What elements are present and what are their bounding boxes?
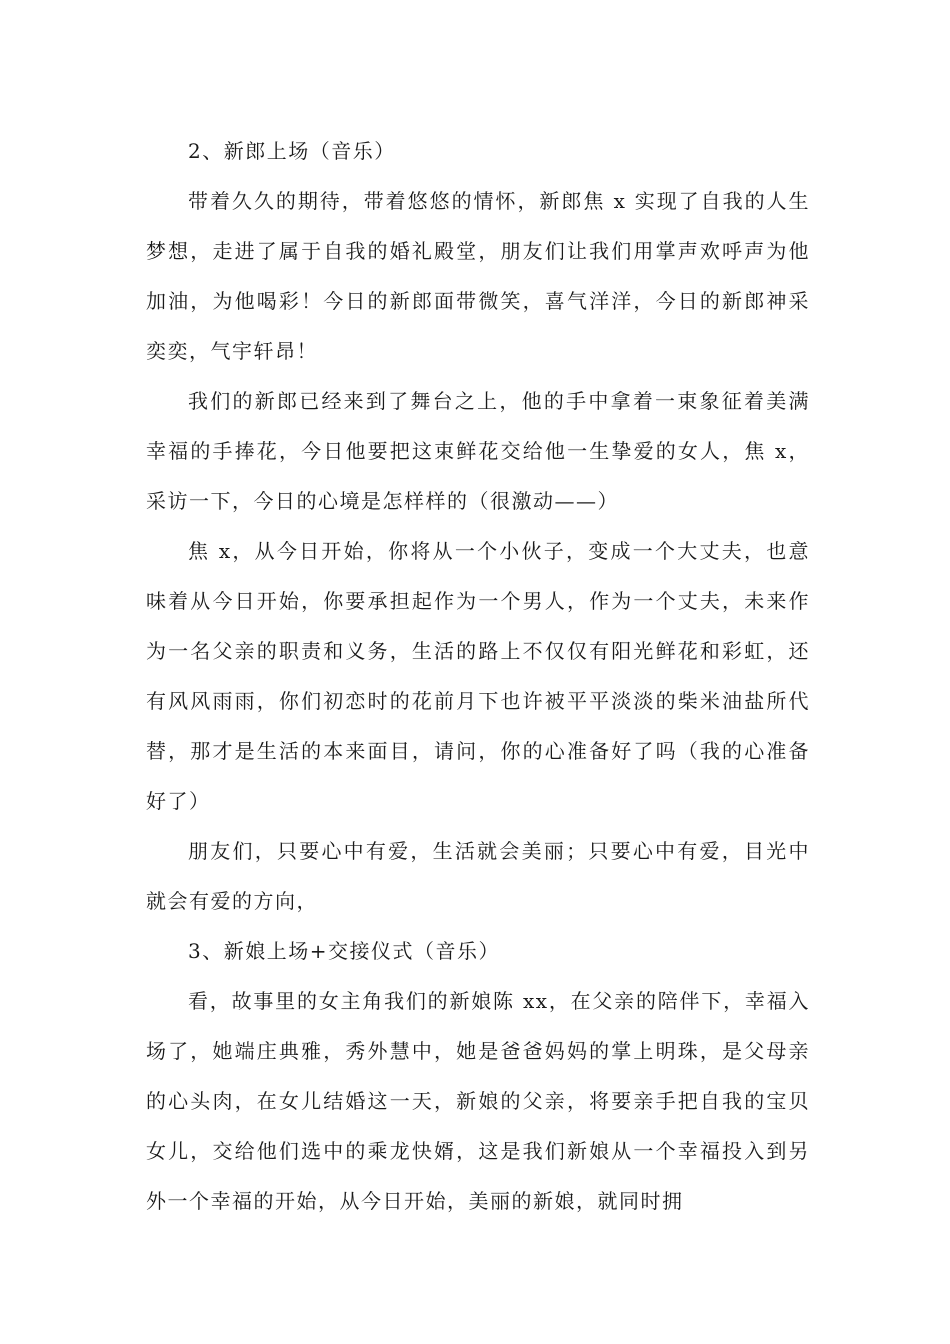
paragraph-bride-intro: 看，故事里的女主角我们的新娘陈 xx，在父亲的陪伴下，幸福入场了，她端庄典雅，秀外慧中，她是爸爸妈妈的掌上明珠，是父母亲的心头肉，在女儿结婚这一天，新娘的父亲，将要亲手把自我的宝贝女儿，交给他们选中的乘龙快婿，这是我们新娘从一个幸福投入到另外一个幸福的开始，从今日开始，美丽的新娘，就同时拥 — [146, 989, 810, 1213]
paragraph-groom-vow-question: 焦 x，从今日开始，你将从一个小伙子，变成一个大丈夫，也意味着从今日开始，你要承担起作为一个男人，作为一个丈夫，未来作为一名父亲的职责和义务，生活的路上不仅仅有阳光鲜花和彩虹，还有风风雨雨，你们初恋时的花前月下也许被平平淡淡的柴米油盐所代替，那才是生活的本来面目，请问，你的心准备好了吗（我的心准备好了） — [146, 539, 810, 813]
paragraph-groom-bouquet: 我们的新郎已经来到了舞台之上，他的手中拿着一束象征着美满幸福的手捧花，今日他要把这束鲜花交给他一生挚爱的女人，焦 x，采访一下，今日的心境是怎样样的（很激动——） — [146, 389, 810, 513]
paragraph-friends-love: 朋友们，只要心中有爱，生活就会美丽；只要心中有爱，目光中就会有爱的方向， — [146, 839, 810, 913]
document-body — [146, 126, 810, 1226]
section-heading-bride-entrance: 3、新娘上场+交接仪式（音乐） — [188, 939, 500, 963]
paragraph-groom-intro: 带着久久的期待，带着悠悠的情怀，新郎焦 x 实现了自我的人生梦想，走进了属于自我的婚礼殿堂，朋友们让我们用掌声欢呼声为他加油，为他喝彩！今日的新郎面带微笑，喜气洋洋，今日的新郎神采奕奕，气宇轩昂！ — [146, 189, 810, 363]
section-heading-groom-entrance: 2、新郎上场（音乐） — [188, 139, 396, 163]
